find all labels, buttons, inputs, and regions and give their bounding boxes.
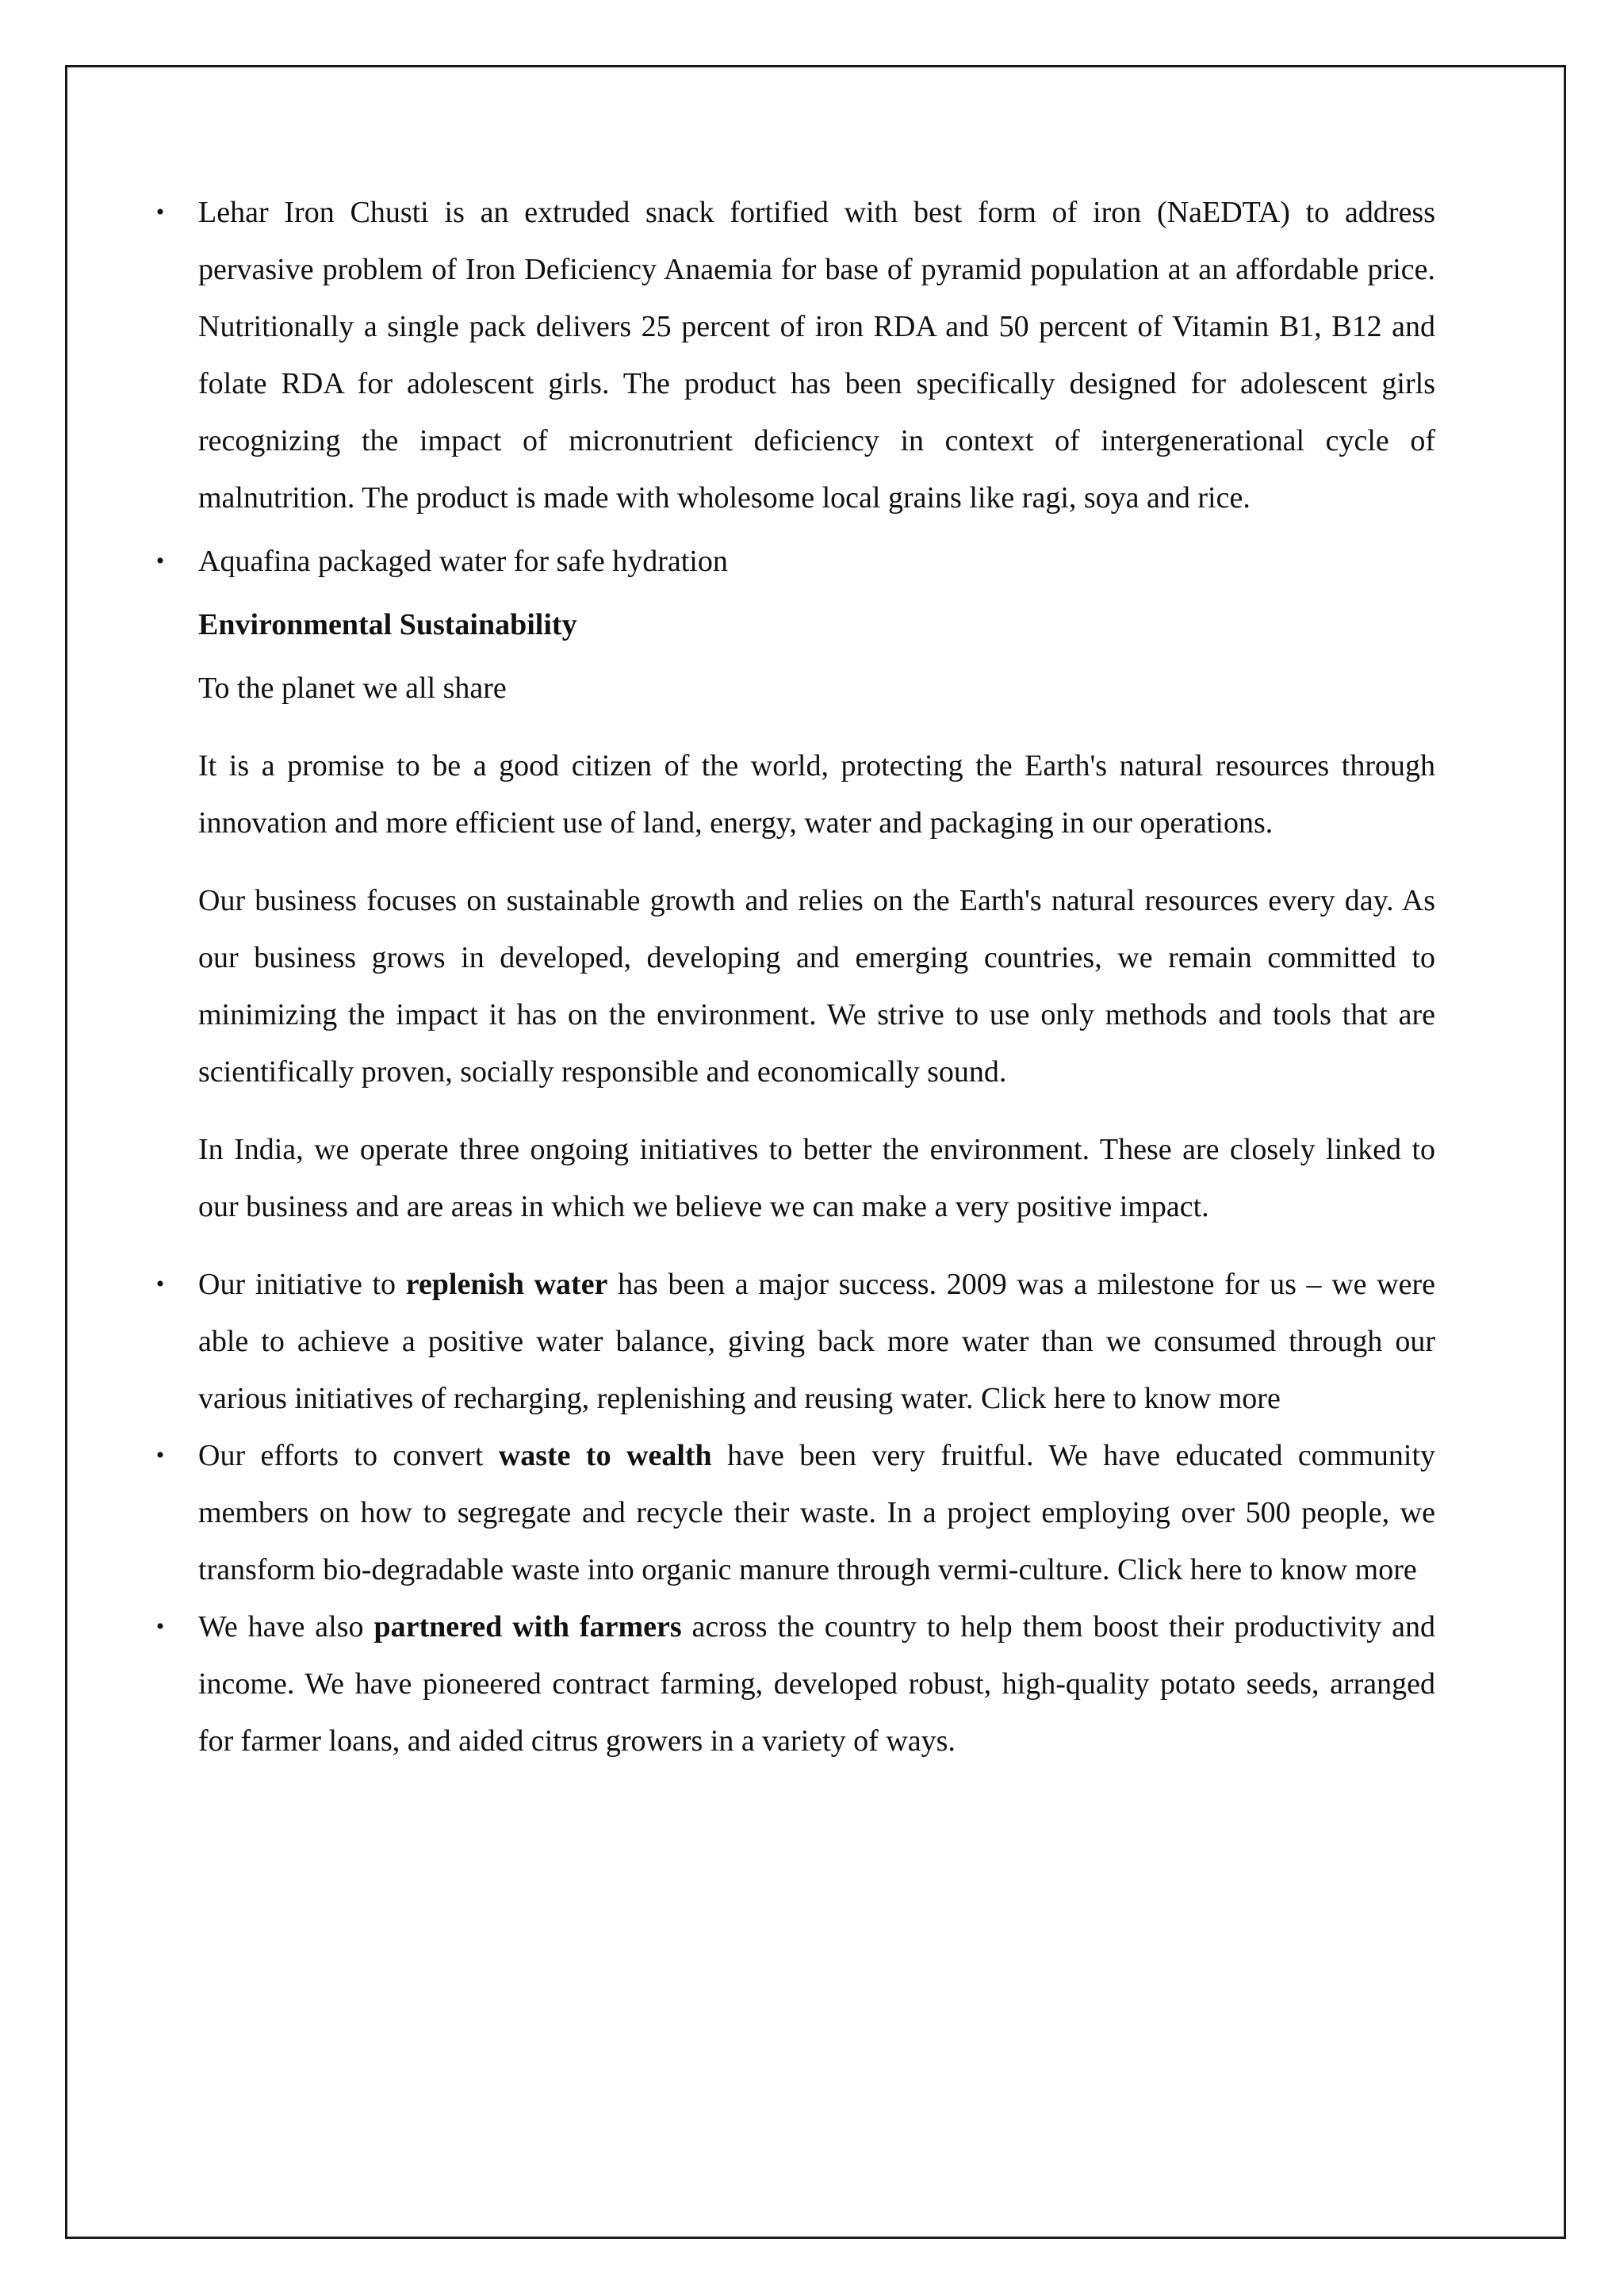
document-body [155,184,1435,1770]
bullet-marker: • [155,548,165,574]
list-item-waste-to-wealth [155,1427,1435,1598]
list-item-text-after: has been a major success. 2009 was a milestone for us – we were able to achieve a positive water balance, giving back more water than we consumed through our various initiatives of recharging, replenishing and reusing water. Click here to know more [198,1268,1435,1415]
bullet-marker: • [155,1442,165,1468]
list-item-aquafina [155,533,1435,590]
list-item-replenish-water [155,1256,1435,1427]
bullet-marker: • [155,1613,165,1640]
section-heading: Environmental Sustainability [198,608,577,641]
list-item-text: Lehar Iron Chusti is an extruded snack fortified with best form of iron (NaEDTA) to address pervasive problem of Iron Deficiency Anaemia for base of pyramid population at an affordable price. Nutritionally a single pack delivers 25 percent of iron RDA and 50 percent of Vitamin B1, B12 and folate RDA for adolescent girls. The product has been specifically designed for adolescent girls recognizing the impact of micronutrient deficiency in context of intergenerational cycle of malnutrition. The product is made with wholesome local grains like ragi, soya and rice. [198,196,1435,515]
list-item-highlight: replenish water [405,1268,608,1301]
list-item-highlight: partnered with farmers [373,1610,682,1644]
list-item-text-before: We have also [198,1610,374,1644]
paragraph-india: In India, we operate three ongoing initiatives to better the environment. These are closely linked to our business and are areas in which we believe we can make a very positive impact. [198,1133,1435,1223]
list-item-text: Aquafina packaged water for safe hydration [198,545,728,578]
bullet-marker: • [155,199,165,225]
paragraph-promise: It is a promise to be a good citizen of the world, protecting the Earth's natural resources through innovation and more efficient use of land, energy, water and packaging in our operations. [198,749,1435,840]
section-tagline: To the planet we all share [198,672,507,705]
list-item-partnered-farmers [155,1598,1435,1770]
list-item-text-after: have been very fruitful. We have educated community members on how to segregate and recycle their waste. In a project employing over 500 people, we transform bio-degradable waste into organic manure through vermi-culture. Click here to know more [198,1439,1435,1586]
list-item-highlight: waste to wealth [498,1439,712,1472]
list-item-text-before: Our initiative to [198,1268,406,1301]
bullet-marker: • [155,1271,165,1297]
list-item-text-before: Our efforts to convert [198,1439,499,1472]
list-item-lehar-iron-chusti [155,184,1435,526]
paragraph-business: Our business focuses on sustainable growth and relies on the Earth's natural resources every day. As our business grows in developed, developing and emerging countries, we remain committed to minimizing the impact it has on the environment. We strive to use only methods and tools that are scientifically proven, socially responsible and economically sound. [198,884,1435,1089]
list-item-text-after: across the country to help them boost their productivity and income. We have pioneered contract farming, developed robust, high-quality potato seeds, arranged for farmer loans, and aided citrus growers in a variety of ways. [198,1610,1435,1758]
